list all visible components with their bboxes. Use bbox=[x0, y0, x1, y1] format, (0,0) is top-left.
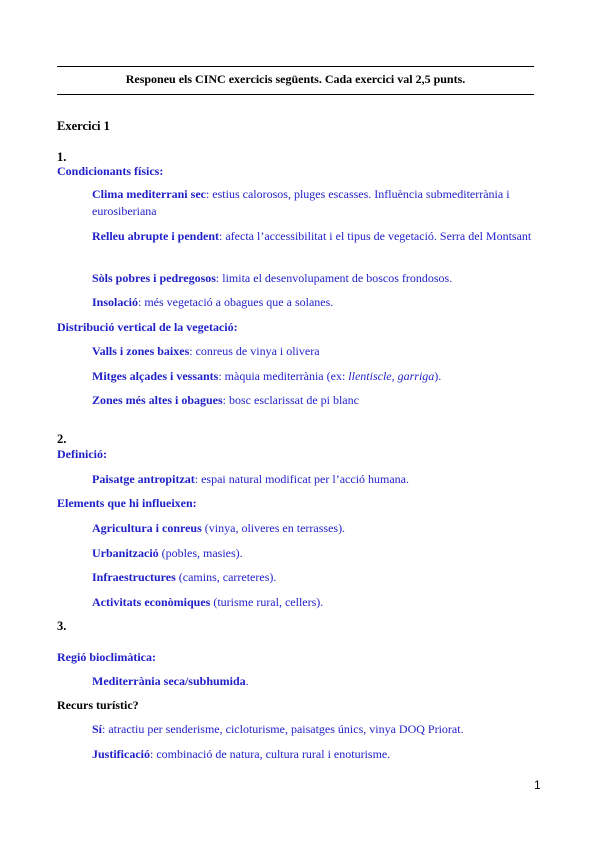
q1-section-vertical-distribution: Distribució vertical de la vegetació: bbox=[57, 320, 238, 334]
item-text: (camins, carreteres). bbox=[175, 570, 277, 584]
item-text: : espai natural modificat per l’acció humana. bbox=[194, 472, 410, 486]
item-text: : bosc esclarissat de pi blanc bbox=[222, 393, 359, 407]
item-term: Justificació bbox=[92, 747, 150, 761]
list-item bbox=[92, 471, 532, 488]
list-item bbox=[92, 545, 532, 562]
q3-section-bioclimatic-region: Regió bioclimàtica: bbox=[57, 650, 156, 664]
item-text: (turisme rural, cellers). bbox=[210, 595, 324, 609]
item-term: Relleu abrupte i pendent bbox=[92, 229, 220, 243]
q2-section-influencing-elements: Elements que hi influeixen: bbox=[57, 496, 197, 510]
item-term: Infraestructures bbox=[92, 570, 176, 584]
list-item bbox=[92, 270, 532, 287]
q1-section-physical-conditions: Condicionants físics: bbox=[57, 164, 164, 178]
item-term: Activitats econòmiques bbox=[92, 595, 211, 609]
item-term: Sí bbox=[92, 722, 103, 736]
item-term: Zones més altes i obagues bbox=[92, 393, 223, 407]
item-text: : estius calorosos, pluges escasses. Influència submediterrània i eurosiberiana bbox=[92, 187, 510, 218]
list-item bbox=[92, 392, 532, 409]
item-text: : màquia mediterrània (ex: bbox=[218, 369, 349, 383]
item-text: : combinació de natura, cultura rural i enoturisme. bbox=[150, 747, 391, 761]
item-term: Mediterrània seca/subhumida bbox=[92, 674, 246, 688]
exercise-title: Exercici 1 bbox=[57, 119, 110, 133]
item-text: : afecta l’accessibilitat i el tipus de vegetació. Serra del Montsant bbox=[219, 229, 532, 243]
item-text: : més vegetació a obagues que a solanes. bbox=[138, 295, 334, 309]
item-text-end: ). bbox=[434, 369, 442, 383]
item-text: . bbox=[245, 674, 249, 688]
item-term: Valls i zones baixes bbox=[92, 344, 190, 358]
instructions-header: Responeu els CINC exercicis següents. Cada exercici val 2,5 punts. bbox=[125, 72, 466, 86]
list-item bbox=[92, 569, 532, 586]
list-item bbox=[92, 721, 532, 738]
header-top-rule bbox=[57, 66, 534, 67]
item-text: : conreus de vinya i olivera bbox=[189, 344, 320, 358]
list-item bbox=[92, 186, 532, 220]
item-text: : atractiu per senderisme, cicloturisme, paisatges únics, vinya DOQ Priorat. bbox=[102, 722, 464, 736]
list-item bbox=[92, 520, 532, 537]
list-item bbox=[92, 294, 532, 311]
item-term: Paisatge antropitzat bbox=[92, 472, 195, 486]
header-bottom-rule bbox=[57, 94, 534, 95]
list-item bbox=[92, 343, 532, 360]
list-item bbox=[92, 368, 532, 385]
page-number: 1 bbox=[534, 778, 541, 792]
q2-section-definition: Definició: bbox=[57, 447, 107, 461]
list-item bbox=[92, 746, 532, 763]
item-text: (vinya, oliveres en terrasses). bbox=[201, 521, 346, 535]
item-text: (pobles, masies). bbox=[158, 546, 243, 560]
q3-section-tourist-resource: Recurs turístic? bbox=[57, 698, 139, 712]
question-number-3: 3. bbox=[57, 619, 67, 633]
question-number-1: 1. bbox=[57, 150, 67, 164]
list-item bbox=[92, 228, 532, 245]
item-term: Urbanització bbox=[92, 546, 159, 560]
item-term: Mitges alçades i vessants bbox=[92, 369, 219, 383]
item-italic-examples: llentiscle, garriga bbox=[348, 369, 435, 383]
question-number-2: 2. bbox=[57, 432, 67, 446]
item-term: Sòls pobres i pedregosos bbox=[92, 271, 216, 285]
list-item bbox=[92, 594, 532, 611]
item-term: Agricultura i conreus bbox=[92, 521, 202, 535]
item-text: : limita el desenvolupament de boscos frondosos. bbox=[215, 271, 453, 285]
item-term: Clima mediterrani sec bbox=[92, 187, 206, 201]
list-item bbox=[92, 673, 532, 690]
item-term: Insolació bbox=[92, 295, 139, 309]
